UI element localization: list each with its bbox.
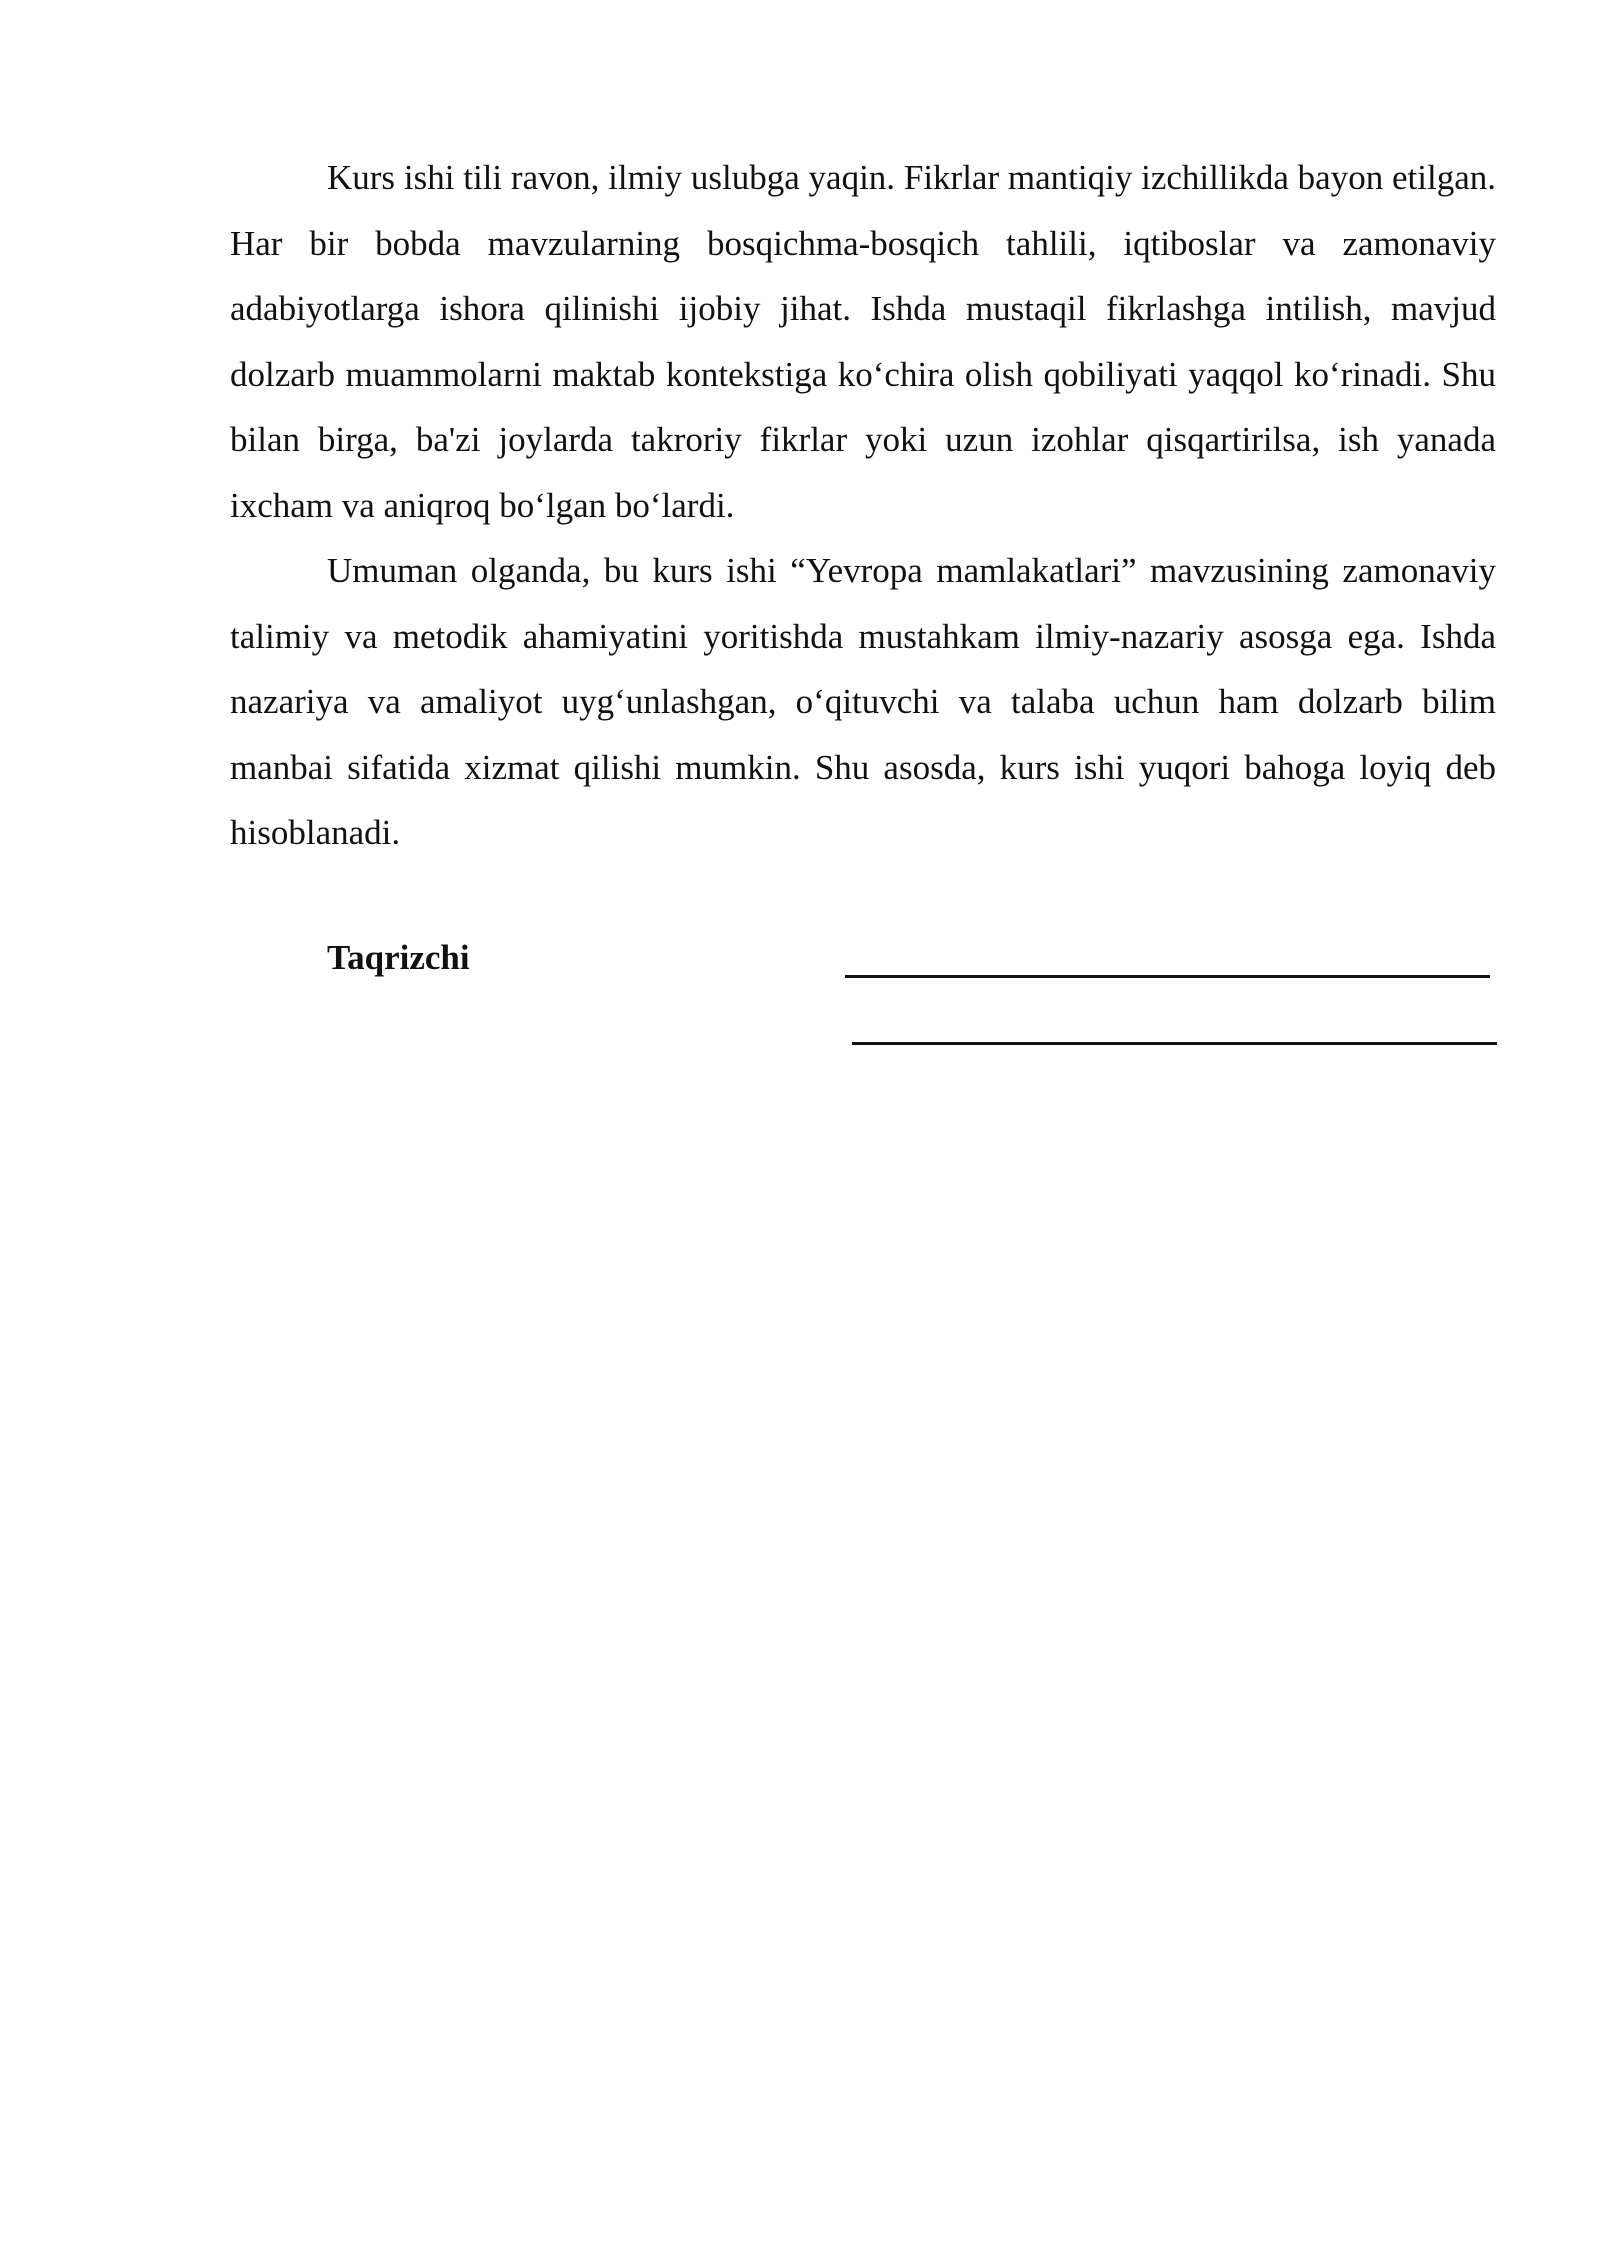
signature-name-line (852, 1042, 1497, 1045)
paragraph-conclusion: Umuman olganda, bu kurs ishi “Yevropa mamlakatlari” mavzusining zamonaviy talimiy va metodik ahamiyatini yoritishda mustahkam ilmiy-nazariy asosga ega. Ishda nazariya va amaliyot uyg‘unlashgan, o‘qituvchi va talaba uchun ham dolzarb bilim manbai sifatida xizmat qilishi mumkin. Shu asosda, kurs ishi yuqori bahoga loyiq deb hisoblanadi. (230, 551, 1496, 852)
signature-label: Taqrizchi (327, 938, 470, 977)
document-body (230, 145, 1496, 866)
paragraph-review-language: Kurs ishi tili ravon, ilmiy uslubga yaqin. Fikrlar mantiqiy izchillikda bayon etilgan. Har bir bobda mavzularning bosqichma-bosqich tahlili, iqtiboslar va zamonaviy adabiyotlarga ishora qilinishi ijobiy jihat. Ishda mustaqil fikrlashga intilish, mavjud dolzarb muammolarni maktab kontekstiga ko‘chira olish qobiliyati yaqqol ko‘rinadi. Shu bilan birga, ba'zi joylarda takroriy fikrlar yoki uzun izohlar qisqartirilsa, ish yanada ixcham va aniqroq bo‘lgan bo‘lardi. (230, 158, 1496, 525)
signature-line (845, 975, 1490, 978)
